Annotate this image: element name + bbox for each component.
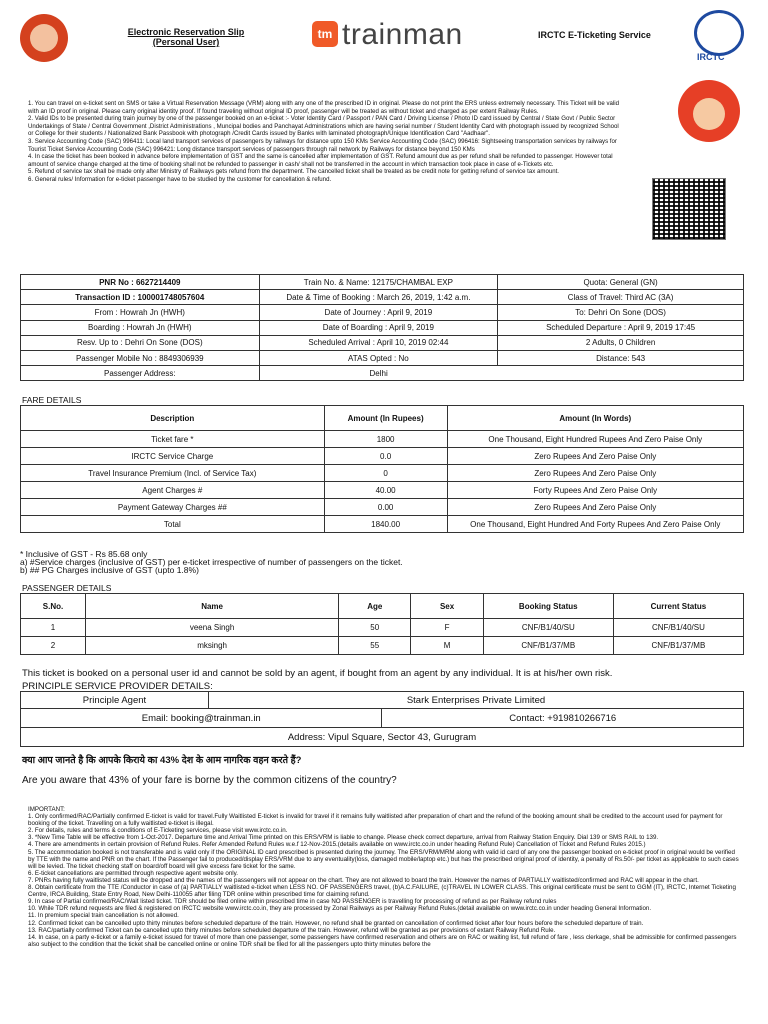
important-rule: 10. While TDR refund requests are filed & registered on IRCTC website www.irctc.co.in, they are processed by Zonal Railways as per Railway Refund Rules.(detail available on www.irctc.co.in under heading General Information. [28,905,652,913]
passenger-row [21,619,744,637]
slip-title [96,27,276,47]
beti-bachao-logo-face [693,98,725,130]
date-of-boarding: Date of Boarding : April 9, 2019 [259,320,498,335]
passenger-sex: F [411,619,483,637]
important-rule: 5. The accommodation booked is not transferable and is valid only if the ORIGINAL ID card prescribed is presented during the journey. The ERS/VRM/MRM along with valid id card of any one the passenger booked on e-ticket proof in original would be verified by TTE with the name and PNR on the chart. If the Passenger fail to produced/display ERS/VRM due to any eventuality(loss, damaged mobile/laptop etc.) but has the prescribed original proof of identity, a penalty of Rs.50/- per ticket as applicable to such cases will be levied. The ticket checking staff on board/off board will give excess fare ticket for the same. [28,848,739,870]
fare-details-title: FARE DETAILS [22,395,82,405]
fare-desc: IRCTC Service Charge [21,448,325,465]
top-rules [28,100,624,184]
top-rule: 5. Refund of service tax shall be made only after Ministry of Railways gets refund from the department. The cancelled ticket shall be treated as be credit note for getting refund of service tax amount. [28,168,559,176]
current-status: CNF/B1/37/MB [613,637,743,655]
top-rule: 3. Service Accounting Code (SAC) 996411: Local land transport services of passengers by railways for distance upto 150 KMs Service Accounting Code (SAC) 996416: Sightseeing transportation services by railways for Tourist Ticket Service Accounting Code (SAC) 996421: Long distance transport services of passengers through rail network by Railways for distance beyond 150 KMs [28,137,617,153]
important-rule: 13. RAC/partially confirmed Ticket can be cancelled upto thirty minutes before scheduled departure of the train. However, refund will be granted as per provisions of extant Railway Refund Rule. [28,926,556,934]
trainman-logo-icon: tm [312,21,338,47]
provider-table [20,691,744,747]
booking-status: CNF/B1/37/MB [483,637,613,655]
train-name: Train No. & Name: 12175/CHAMBAL EXP [259,275,498,290]
fare-amount: 0.00 [324,499,447,516]
passenger-age: 50 [339,619,411,637]
important-rule: 14. In case, on a party e-ticket or a family e-ticket issued for travel of more than one passenger, some passengers have confirmed reservation and others are on RAC or waiting list, full refund of fare , less clerkage, shall be admissible for confirmed passengers also subject to the condition that the ticket shall be cancelled online or online TDR shall be filed for all the passengers upto thirty minutes before the [28,933,737,948]
principle-agent-name: Stark Enterprises Private Limited [208,692,743,709]
passenger-address-label: Passenger Address: [21,366,260,381]
provider-title: PRINCIPLE SERVICE PROVIDER DETAILS: [22,681,213,692]
fare-words: Forty Rupees And Zero Paise Only [447,482,743,499]
important-rule: 1. Only confirmed/RAC/Partially confirmed E-ticket is valid for travel.Fully Waitlisted E-ticket is invalid for travel if it remains fully waitlisted after preparation of chart and the refund of the booking amount shall be credited to the account used for payment for booking of the ticket. Travelling on a fully waitlisted e-ticket is illegal. [28,813,723,828]
trainman-brand-name: trainman [342,18,463,51]
important-rule: 7. PNRs having fully waitlisted status will be dropped and the names of the passengers will not appear on the chart. They are not allowed to board the train. However the names of PARTIALLY waitlisted/confirmed and RAC will appear in the chart. [28,876,699,884]
fare-amount: 1840.00 [324,516,447,533]
from-station: From : Howrah Jn (HWH) [21,305,260,320]
important-rule: 4. There are amendments in certain provision of Refund Rules. Refer Amended Refund Rules w.e.f 12-Nov-2015.(details available on www.irctc.co.in under heading Refund Rule) Cancellation of Ticket and Refund Rules 2015.) [28,841,646,849]
passenger-details-title: PASSENGER DETAILS [22,583,112,593]
fare-table [20,405,744,533]
passenger-count: 2 Adults, 0 Children [498,335,744,350]
slip-title-text: Electronic Reservation Slip [127,27,245,37]
empty-cell [498,366,744,381]
date-of-journey: Date of Journey : April 9, 2019 [259,305,498,320]
important-rule: 3. *New Time Table will be effective from 1-Oct-2017. Departure time and Arrival Time printed on this ERS/VRM is liable to change. Please check correct departure, arrival from Railway Station Enquiry. Dial 139 or SMS RAIL to 139. [28,834,659,842]
passenger-header: Current Status [613,594,743,619]
fare-note: a) #Service charges (inclusive of GST) per e-ticket irrespective of number of passengers on the ticket. [20,557,403,567]
fare-words: Zero Rupees And Zero Paise Only [447,448,743,465]
top-rule: 1. You can travel on e-ticket sent on SMS or take a Virtual Reservation Message (VRM) along with any one of the prescribed ID in original. Please do not print the ERS unless extremely necessary. This Ticket will be valid with an ID proof in original. Please carry original identity proof. If found traveling without original ID proof, passenger will be treated as without ticket and charged as per extent Railway Rules. [28,100,620,115]
passenger-header: Name [86,594,339,619]
fare-words: Zero Rupees And Zero Paise Only [447,499,743,516]
important-rules [28,806,740,948]
important-title: IMPORTANT: [28,806,65,813]
irctc-logo-label: IRCTC [697,52,725,62]
slip-subtitle-text: (Personal User) [152,37,220,47]
distance: Distance: 543 [498,350,744,365]
fare-row [21,482,744,499]
fare-desc: Travel Insurance Premium (Incl. of Service Tax) [21,465,325,482]
current-status: CNF/B1/40/SU [613,619,743,637]
qr-code [652,178,726,240]
booking-time: Date & Time of Booking : March 26, 2019, 1:42 a.m. [259,290,498,305]
important-rule: 11. In premium special train cancellation is not allowed. [28,912,179,920]
irctc-logo-icon [694,10,744,56]
passenger-name: mksingh [86,637,339,655]
passenger-mobile: Passenger Mobile No : 8849306939 [21,350,260,365]
atas-opted: ATAS Opted : No [259,350,498,365]
fare-amount: 40.00 [324,482,447,499]
agent-notice: This ticket is booked on a personal user id and cannot be sold by an agent, if bought from an agent by any individual. It is at his/her own risk. [22,668,613,679]
important-rule: 8. Obtain certificate from the TTE /Conductor in case of (a) PARTIALLY waitlisted e-ticket when LESS NO. OF PASSENGERS travel, (b)A.C.FAILURE, (c)TRAVEL IN LOWER CLASS. This original certificate must be sent to GGM (IT), IRCTC, Internet Ticketing Centre, IRCA Building, State Entry Road, New Delhi-110055 after filing TDR online within prescribed time for claiming refund. [28,884,736,899]
railway-emblem-inner [30,24,58,52]
booking-status: CNF/B1/40/SU [483,619,613,637]
fare-notes [20,550,403,574]
to-station: To: Dehri On Sone (DOS) [498,305,744,320]
pnr-number: PNR No : 6627214409 [21,275,260,290]
passenger-header: Booking Status [483,594,613,619]
provider-email: Email: booking@trainman.in [21,709,382,728]
fare-row [21,465,744,482]
fare-awareness-message: Are you aware that 43% of your fare is borne by the common citizens of the country? [22,775,397,786]
fare-header: Amount (In Words) [447,406,743,431]
scheduled-arrival: Scheduled Arrival : April 10, 2019 02:44 [259,335,498,350]
fare-desc: Ticket fare * [21,431,325,448]
top-rule: 6. General rules/ Information for e-ticket passenger have to be studied by the customer for cancellation & refund. [28,175,332,183]
fare-amount: 0.0 [324,448,447,465]
top-rule: 2. Valid IDs to be presented during train journey by one of the passenger booked on an e-ticket :- Voter Identity Card / Passport / PAN Card / Driving License / Photo ID card issued by Central / State Govt / Public Sector Undertakings of State / Central Government ,District Administrations , Muncipal bodies and Panchayat Administrations which are having serial number / Student Identity Card with photograph issued by recognized School or College for their students / Nationalized Bank Passbook with photograph /Credit Cards issued by Banks with laminated photograph/Unique Identification Card "Aadhaar". [28,115,619,138]
fare-header: Description [21,406,325,431]
passenger-sex: M [411,637,483,655]
passenger-address-value: Delhi [259,366,498,381]
fare-row [21,499,744,516]
reservation-upto: Resv. Up to : Dehri On Sone (DOS) [21,335,260,350]
fare-row [21,431,744,448]
fare-desc: Payment Gateway Charges ## [21,499,325,516]
travel-class: Class of Travel: Third AC (3A) [498,290,744,305]
quota: Quota: General (GN) [498,275,744,290]
important-rule: 6. E-ticket cancellations are permitted through respective agent website only. [28,869,239,877]
fare-amount: 1800 [324,431,447,448]
fare-note: b) ## PG Charges inclusive of GST (upto 1.8%) [20,565,199,575]
fare-note: * Inclusive of GST - Rs 85.68 only [20,549,148,559]
service-title: IRCTC E-Ticketing Service [538,30,651,40]
passenger-name: veena Singh [86,619,339,637]
principle-agent-label: Principle Agent [21,692,209,709]
important-rule: 12. Confirmed ticket can be cancelled upto thirty minutes before scheduled departure of the train. However, no refund shall be granted on cancellation of confirmed ticket after four hours before the scheduled departure of train. [28,919,644,927]
journey-details-table [20,274,744,381]
passenger-header: Sex [411,594,483,619]
fare-header: Amount (In Rupees) [324,406,447,431]
passenger-table [20,593,744,655]
fare-words: One Thousand, Eight Hundred And Forty Rupees And Zero Paise Only [447,516,743,533]
fare-desc: Agent Charges # [21,482,325,499]
scheduled-departure: Scheduled Departure : April 9, 2019 17:45 [498,320,744,335]
fare-words: One Thousand, Eight Hundred Rupees And Zero Paise Only [447,431,743,448]
provider-contact: Contact: +919810266716 [382,709,744,728]
boarding-station: Boarding : Howrah Jn (HWH) [21,320,260,335]
top-rule: 4. In case the ticket has been booked in advance before implementation of GST and the same is cancelled after implementation of GST. Refund amount due as per refund shall be refunded to passenger. However total amount of service change charged at the time of booking shall not be refunded to passenger in cash/ shall not be transferred in the account in which transaction took place in case of e-Tickets etc. [28,153,613,168]
passenger-row [21,637,744,655]
passenger-header: Age [339,594,411,619]
fare-desc: Total [21,516,325,533]
fare-words: Zero Rupees And Zero Paise Only [447,465,743,482]
fare-row [21,448,744,465]
fare-amount: 0 [324,465,447,482]
passenger-header: S.No. [21,594,86,619]
passenger-sno: 1 [21,619,86,637]
important-rule: 9. In case of Partial confirmed/RAC/Wait listed ticket. TDR should be filed online within prescribed time in case NO PASSENGER is travelling for processing of refund as per Railway refund rules [28,898,557,906]
fare-row [21,516,744,533]
hindi-fare-message: क्या आप जानते है कि आपके किराये का 43% देश के आम नागरिक वहन करते हैं? [22,755,302,766]
passenger-sno: 2 [21,637,86,655]
important-rule: 2. For details, rules and terms & conditions of E-Ticketing services, please visit www.irctc.co.in. [28,827,288,835]
provider-address: Address: Vipul Square, Sector 43, Gurugram [21,728,744,747]
passenger-age: 55 [339,637,411,655]
transaction-id: Transaction ID : 100001748057604 [21,290,260,305]
